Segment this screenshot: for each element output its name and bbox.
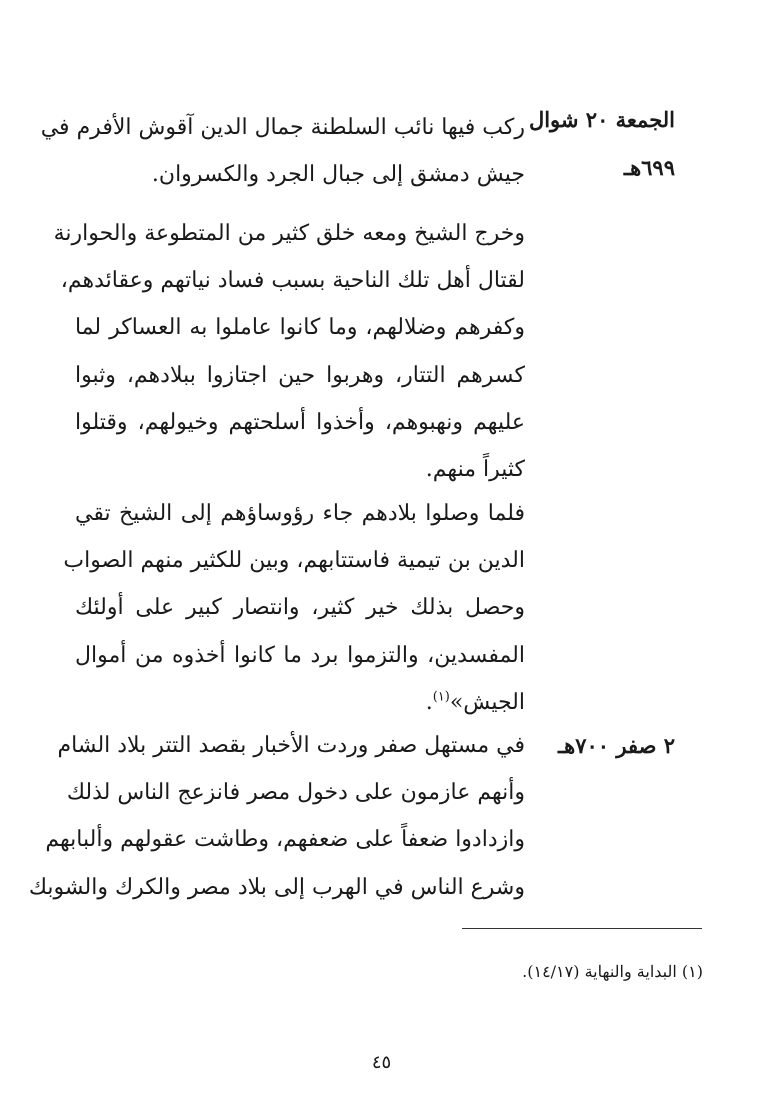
entry-date-line: ٢ صفر ٧٠٠هـ xyxy=(557,733,675,758)
entry-date xyxy=(525,96,675,192)
text-line: ركب فيها نائب السلطنة جمال الدين آقوش الأفرم في xyxy=(40,115,525,140)
paragraph xyxy=(40,104,525,198)
text-line: لقتال أهل تلك الناحية بسبب فساد نياتهم وعقائدهم، xyxy=(60,268,525,294)
text-fragment: . xyxy=(425,689,433,715)
paragraph xyxy=(53,210,525,493)
text-line: كسرهم التتار، وهربوا حين اجتازوا ببلادهم، وثبوا xyxy=(75,362,525,388)
footnote: (١) البداية والنهاية (١٤/١٧). xyxy=(522,962,703,981)
text-line: عليهم ونهبوهم، وأخذوا أسلحتهم وخيولهم، وقتلوا xyxy=(75,409,525,435)
paragraph xyxy=(63,490,525,726)
entry-text xyxy=(53,210,525,493)
paragraph xyxy=(28,722,525,911)
text-fragment: الجيش» xyxy=(449,689,525,715)
text-line: في مستهل صفر وردت الأخبار بقصد التتر بلاد الشام xyxy=(57,733,525,758)
text-line: كثيراً منهم. xyxy=(425,457,525,483)
entry-date-line: الجمعة ٢٠ شوال xyxy=(528,107,675,132)
entry-text xyxy=(28,722,525,911)
text-line xyxy=(75,679,525,726)
entry-text xyxy=(40,104,525,198)
page-number: ٤٥ xyxy=(371,1052,392,1073)
footnote-reference: (١) xyxy=(432,689,450,705)
text-line: وازدادوا ضعفاً على ضعفهم، وطاشت عقولهم وألبابهم xyxy=(45,827,525,853)
text-line: الدين بن تيمية فاستتابهم، وبين للكثير منهم الصواب xyxy=(63,548,525,574)
text-line: وشرع الناس في الهرب إلى بلاد مصر والكرك والشوبك xyxy=(28,874,525,900)
text-line: وحصل بذلك خير كثير، وانتصار كبير على أولئك xyxy=(75,595,525,621)
text-line: وأنهم عازمون على دخول مصر فانزعج الناس لذلك xyxy=(66,780,525,806)
entry-date-line: ٦٩٩هـ xyxy=(623,155,675,180)
text-line: المفسدين، والتزموا برد ما كانوا أخذوه من أموال xyxy=(75,642,525,668)
text-line: وكفرهم وضلالهم، وما كانوا عاملوا به العساكر لما xyxy=(75,315,525,341)
text-line: جيش دمشق إلى جبال الجرد والكسروان. xyxy=(151,162,525,188)
footnote-divider xyxy=(462,928,702,929)
entry-text xyxy=(63,490,525,726)
entry-date xyxy=(525,722,675,770)
text-line: فلما وصلوا بلادهم جاء رؤوساؤهم إلى الشيخ تقي xyxy=(75,501,525,526)
text-line: وخرج الشيخ ومعه خلق كثير من المتطوعة والحوارنة xyxy=(53,221,525,246)
